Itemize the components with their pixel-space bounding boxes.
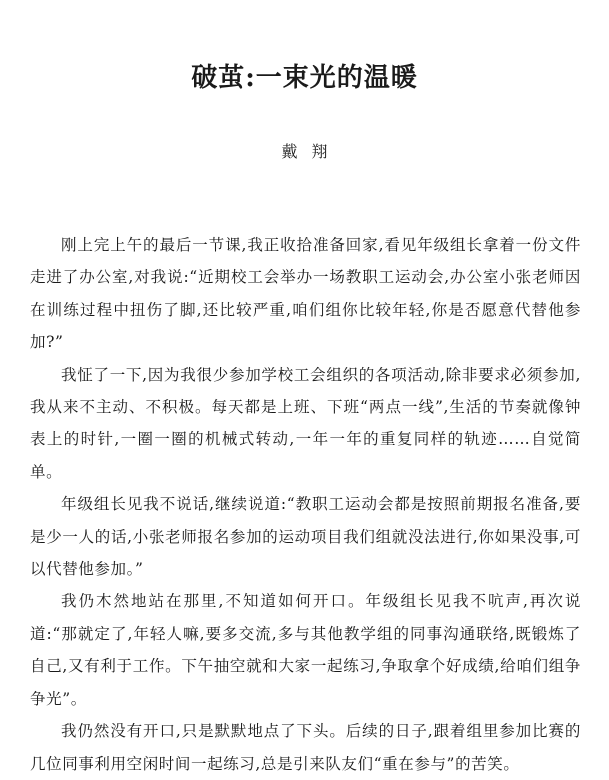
- paragraph: 刚上完上午的最后一节课,我正收拾准备回家,看见年级组长拿着一份文件走进了办公室,对我说:“近期校工会举办一场教职工运动会,办公室小张老师因在训练过程中扭伤了脚,还比较严重,咱们组你比较年轻,你是否愿意代替他参加?”: [30, 236, 581, 352]
- paragraph: 年级组长见我不说话,继续说道:“教职工运动会都是按照前期报名准备,要是少一人的话,小张老师报名参加的运动项目我们组就没法进行,你如果没事,可以代替他参加。”: [30, 495, 581, 579]
- article-body: [30, 229, 581, 780]
- paragraph: 我仍木然地站在那里,不知道如何开口。年级组长见我不吭声,再次说道:“那就定了,年轻人嘛,要多交流,多与其他教学组的同事沟通联络,既锻炼了自己,又有利于工作。下午抽空就和大家一起练习,争取拿个好成绩,给咱们组争争光”。: [30, 592, 581, 708]
- paragraph: 我仍然没有开口,只是默默地点了下头。后续的日子,跟着组里参加比赛的几位同事利用空闲时间一起练习,总是引来队友们“重在参与”的苦笑。: [30, 722, 581, 773]
- article-title: 破茧:一束光的温暖: [191, 63, 418, 93]
- author-name: 戴翔: [281, 142, 342, 161]
- paragraph: 我怔了一下,因为我很少参加学校工会组织的各项活动,除非要求必须参加,我从来不主动、不积极。每天都是上班、下班“两点一线”,生活的节奏就像钟表上的时针,一圈一圈的机械式转动,一年一年的重复同样的轨迹……自觉简单。: [30, 365, 581, 481]
